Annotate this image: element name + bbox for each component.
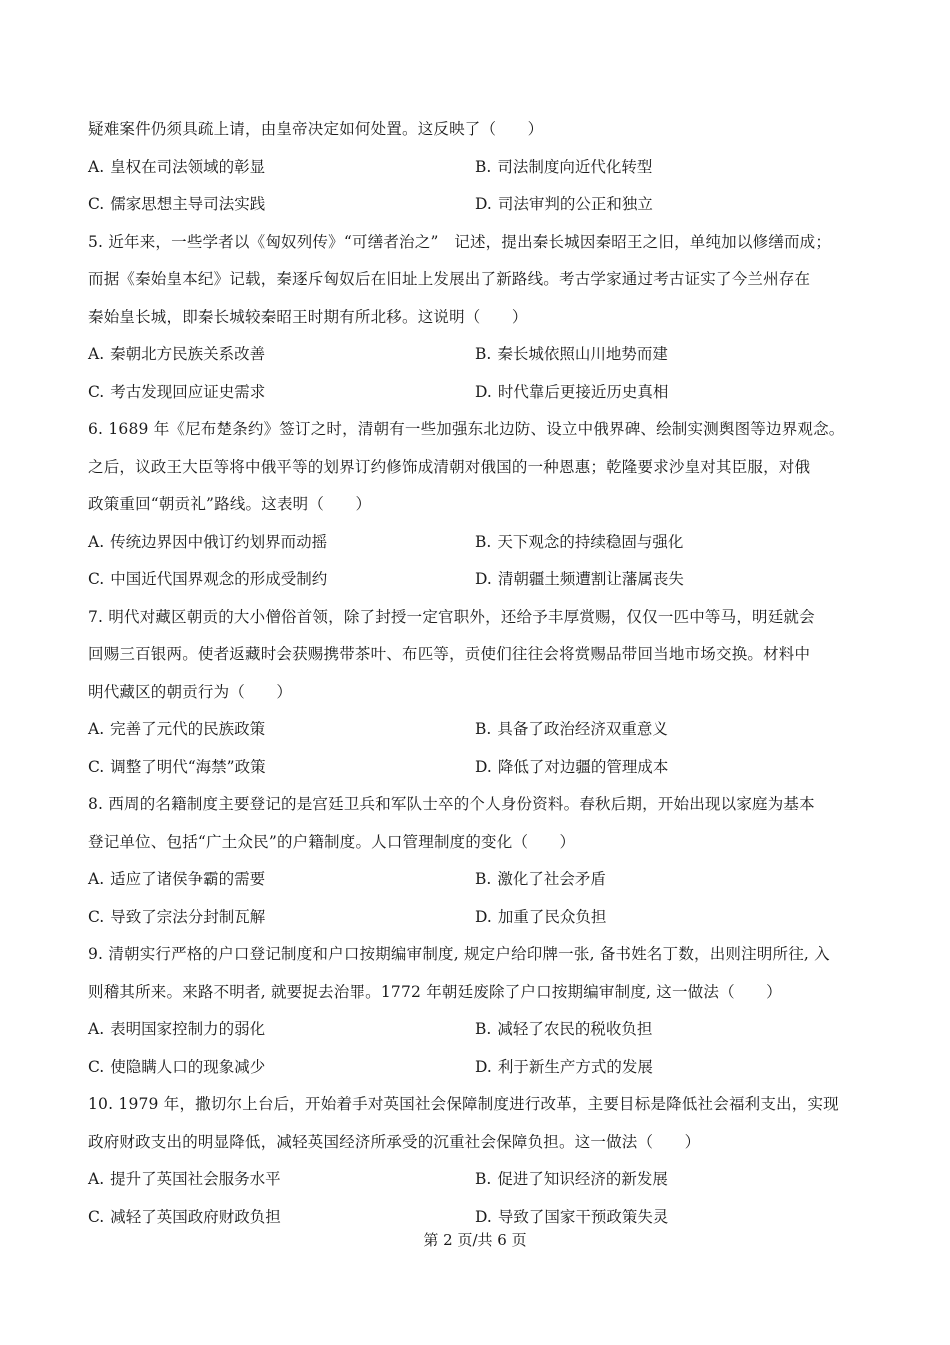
option-row xyxy=(88,149,868,187)
option-d[interactable]: D. 降低了对边疆的管理成本 xyxy=(475,757,669,776)
option-row xyxy=(88,524,868,562)
option-b[interactable]: B. 促进了知识经济的新发展 xyxy=(475,1170,668,1188)
option-row xyxy=(88,1161,868,1199)
option-b[interactable]: B. 天下观念的持续稳固与强化 xyxy=(475,532,684,551)
option-c[interactable]: C. 减轻了英国政府财政负担 xyxy=(88,1207,281,1226)
question-stem-line: 明代藏区的朝贡行为（ ） xyxy=(88,682,293,701)
question-stem-line: 6. 1689 年《尼布楚条约》签订之时，清朝有一些加强东北边防、设立中俄界碑、绘制实测舆图等边界观念。 xyxy=(88,420,845,438)
question-stem-line: 政府财政支出的明显降低，减轻英国经济所承受的沉重社会保障负担。这一做法（ ） xyxy=(88,1132,701,1151)
question-stem-line: 7. 明代对藏区朝贡的大小僧俗首领，除了封授一定官职外，还给予丰厚赏赐，仅仅一匹中等马，明廷就会 xyxy=(88,607,815,626)
option-c[interactable]: C. 导致了宗法分封制瓦解 xyxy=(88,907,266,926)
question-stem-line: 9. 清朝实行严格的户口登记制度和户口按期编审制度, 规定户给印牌一张, 备书姓名丁数，出则注明所往, 入 xyxy=(88,945,830,963)
option-a[interactable]: A. 完善了元代的民族政策 xyxy=(88,720,266,738)
question-10 xyxy=(88,1086,868,1236)
option-row xyxy=(88,899,868,937)
option-d[interactable]: D. 加重了民众负担 xyxy=(475,907,607,926)
option-d[interactable]: D. 导致了国家干预政策失灵 xyxy=(475,1207,669,1226)
option-a[interactable]: A. 提升了英国社会服务水平 xyxy=(88,1170,281,1188)
option-row xyxy=(88,1011,868,1049)
option-row xyxy=(88,374,868,412)
question-stem-line: 登记单位、包括“广土众民”的户籍制度。人口管理制度的变化（ ） xyxy=(88,832,576,851)
option-b[interactable]: B. 减轻了农民的税收负担 xyxy=(475,1020,653,1038)
option-b[interactable]: B. 激化了社会矛盾 xyxy=(475,870,606,888)
question-8 xyxy=(88,786,868,936)
question-stem-line: 回赐三百银两。使者返藏时会获赐携带茶叶、布匹等，贡使们往往会将赏赐品带回当地市场交换。材料中 xyxy=(88,645,811,663)
question-stem-line: 10. 1979 年，撒切尔上台后，开始着手对英国社会保障制度进行改革，主要目标是降低社会福利支出，实现 xyxy=(88,1095,839,1113)
option-row xyxy=(88,336,868,374)
question-stem-line: 之后，议政王大臣等将中俄平等的划界订约修饰成清朝对俄国的一种恩惠；乾隆要求沙皇对其臣服，对俄 xyxy=(88,457,811,476)
option-d[interactable]: D. 司法审判的公正和独立 xyxy=(475,195,653,213)
option-a[interactable]: A. 秦朝北方民族关系改善 xyxy=(88,345,266,363)
question-stem-line: 则稽其所来。来路不明者, 就要捉去治罪。1772 年朝廷废除了户口按期编审制度, 这一做法（ ） xyxy=(88,982,782,1001)
option-b[interactable]: B. 秦长城依照山川地势而建 xyxy=(475,345,668,363)
option-row xyxy=(88,186,868,224)
option-a[interactable]: A. 适应了诸侯争霸的需要 xyxy=(88,870,266,888)
option-d[interactable]: D. 利于新生产方式的发展 xyxy=(475,1057,653,1076)
option-d[interactable]: D. 清朝疆土频遭割让藩属丧失 xyxy=(475,570,684,588)
question-9 xyxy=(88,936,868,1086)
option-c[interactable]: C. 考古发现回应证史需求 xyxy=(88,382,266,401)
question-stem-line: 而据《秦始皇本纪》记载，秦逐斥匈奴后在旧址上发展出了新路线。考古学家通过考古证实了今兰州存在 xyxy=(88,270,811,288)
option-c[interactable]: C. 儒家思想主导司法实践 xyxy=(88,195,266,213)
question-list xyxy=(88,111,868,1236)
option-b[interactable]: B. 司法制度向近代化转型 xyxy=(475,157,653,176)
question-stem-line: 疑难案件仍须具疏上请，由皇帝决定如何处置。这反映了（ ） xyxy=(88,120,544,138)
option-c[interactable]: C. 使隐瞒人口的现象减少 xyxy=(88,1057,266,1076)
option-row xyxy=(88,749,868,787)
question-stem-line: 秦始皇长城，即秦长城较秦昭王时期有所北移。这说明（ ） xyxy=(88,307,528,326)
option-c[interactable]: C. 中国近代国界观念的形成受制约 xyxy=(88,570,328,588)
option-c[interactable]: C. 调整了明代“海禁”政策 xyxy=(88,757,266,776)
question-6 xyxy=(88,411,868,599)
question-stem-line: 政策重回“朝贡礼”路线。这表明（ ） xyxy=(88,495,372,513)
page-number: 第 2 页/共 6 页 xyxy=(423,1231,527,1249)
option-row xyxy=(88,1049,868,1087)
option-a[interactable]: A. 传统边界因中俄订约划界而动摇 xyxy=(88,532,328,551)
question-stem-line: 5. 近年来，一些学者以《匈奴列传》“可缮者治之” 记述，提出秦长城因秦昭王之旧，单纯加以修缮而成； xyxy=(88,232,832,251)
option-row xyxy=(88,861,868,899)
question-5 xyxy=(88,224,868,412)
question-stem-line: 8. 西周的名籍制度主要登记的是宫廷卫兵和军队士卒的个人身份资料。春秋后期，开始出现以家庭为基本 xyxy=(88,795,815,813)
option-row xyxy=(88,561,868,599)
option-row xyxy=(88,711,868,749)
option-d[interactable]: D. 时代靠后更接近历史真相 xyxy=(475,382,669,401)
question-4-continuation xyxy=(88,111,868,224)
option-a[interactable]: A. 皇权在司法领域的彰显 xyxy=(88,157,266,176)
option-b[interactable]: B. 具备了政治经济双重意义 xyxy=(475,720,668,738)
question-7 xyxy=(88,599,868,787)
option-a[interactable]: A. 表明国家控制力的弱化 xyxy=(88,1020,266,1038)
